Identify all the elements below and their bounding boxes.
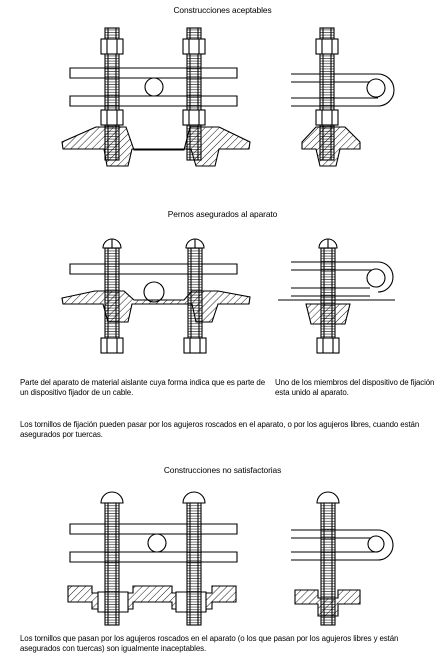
fixed-screws-front-view (62, 239, 250, 353)
cable-section (144, 282, 164, 302)
heading-unsatisfactory: Construcciones no satisfactorias (163, 465, 282, 475)
unsatisfactory-side-view (291, 492, 393, 625)
acceptable-clamp-front-view (62, 28, 250, 166)
caption-fixing-member: Uno de los miembros del dispositivo de fijación esta unido al aparato. (275, 378, 435, 397)
fixed-screws-side-view (278, 239, 395, 353)
caption-screws-acceptable: Los tornillos de fijación pueden pasar por los agujeros roscados en el aparato, o por los agujeros libres, cuando están asegurados por tuercas. (20, 420, 420, 439)
heading-acceptable: Construcciones aceptables (173, 5, 272, 15)
unsatisfactory-front-view (68, 492, 237, 625)
caption-insulating-part: Parte del aparato de material aislante cuya forma indica que es parte de un dispositivo fijador de un cable. (20, 378, 266, 397)
cable-section (148, 534, 166, 552)
acceptable-clamp-side-view (291, 28, 394, 166)
heading-fixed-screws: Pernos asegurados al aparato (167, 209, 278, 219)
cable-section (145, 78, 163, 96)
caption-screws-unacceptable: Los tornillos que pasan por los agujeros roscados en el aparato (o los que pasan por los agujeros libres y están asegurados con tuercas) son igualmente inaceptables. (20, 634, 399, 653)
